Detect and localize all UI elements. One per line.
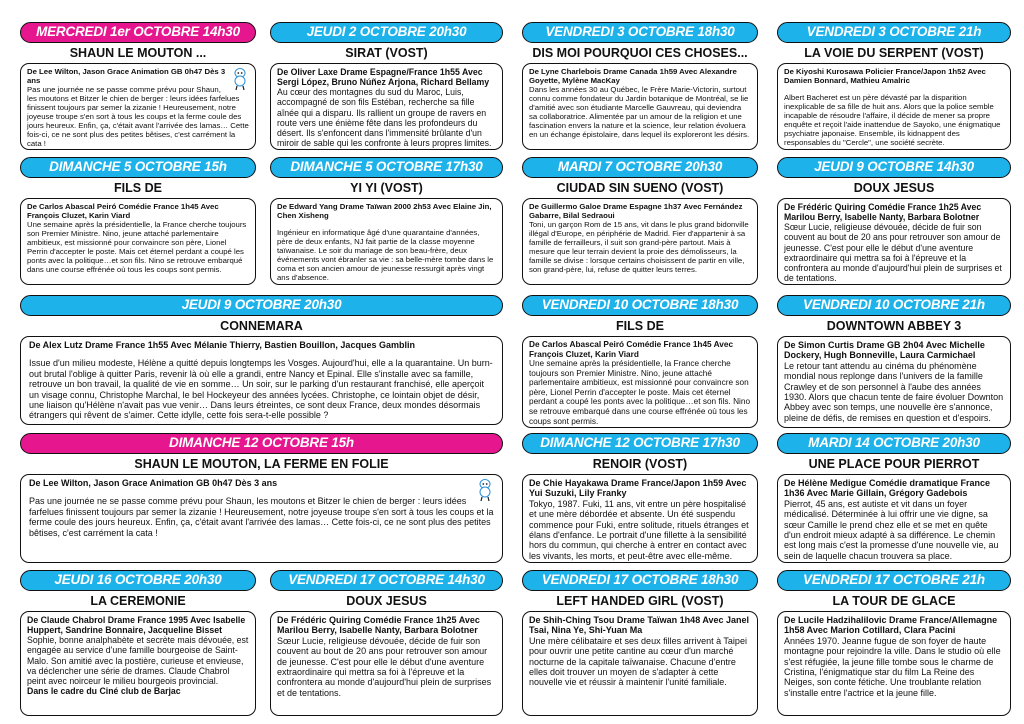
screening-date-banner: MARDI 14 OCTOBRE 20h30: [777, 433, 1011, 454]
film-details-box: [270, 63, 503, 150]
screening-date-banner: MERCREDI 1er OCTOBRE 14h30: [20, 22, 256, 43]
screening-block: [20, 570, 256, 716]
film-details-box: [20, 336, 503, 425]
film-details-box: [522, 198, 758, 285]
film-credits: De Oliver Laxe Drame Espagne/France 1h55 Avec Sergi López, Bruno Núñez Arjona, Richard Bellamy: [277, 67, 490, 88]
screening-date-banner: JEUDI 16 OCTOBRE 20h30: [20, 570, 256, 591]
film-credits: De Carlos Abascal Peiró Comédie France 1h45 Avec François Cluzet, Karin Viard: [27, 202, 219, 220]
film-synopsis: Une semaine après la présidentielle, la France cherche toujours son Premier Ministre. Nino, jeune attaché parlementaire ambitieux, est missionné pour convaincre son père, Lionel Perrin d'accepter le poste. Mais cet éternel perdant a coupé les ponts avec la politique…et son fils. Nino se retrouve embarqué dans une course effrénée où tous les coups sont permis.: [27, 220, 247, 274]
film-synopsis: Albert Bacheret est un père dévasté par la disparition inexplicable de sa fille de huit ans. Alors que la police semble incapable de résoudre l'affaire, il décide de mener sa propre enquête et reçoit l'aide inattendue de Sayoko, une énigmatique psychiatre japonaise. Ensemble, ils kidnappent des responsables du "Cercle", une société secrète.: [784, 93, 1001, 147]
screening-block: [522, 157, 758, 285]
screening-block: [777, 570, 1011, 716]
cine-club-note: Dans le cadre du Ciné club de Barjac: [27, 685, 181, 696]
screening-block: [777, 157, 1011, 285]
film-synopsis: Pas une journée ne se passe comme prévu pour Shaun, les moutons et Bitzer le chien de berger : leurs idées farfelues finissent toujours par semer la zizanie ! Heureusement, notre joyeuse troupe s'en sort à tous les coups et la ferme coule des jours heureux. Enfin, ça, c'était avant l'arrivée des lamas… Cette fois-ci, ce ne sont plus des petites bêtises, c'est carrément la cata !: [27, 85, 249, 148]
film-details-box: [522, 63, 758, 150]
screening-block: [20, 295, 503, 425]
screening-date-banner: VENDREDI 17 OCTOBRE 21h: [777, 570, 1011, 591]
film-synopsis: Une mère célibataire et ses deux filles arrivent à Taipei pour ouvrir une petite cantine au cœur d'un marché nocturne de la capitale taïwanaise. Chacune d'entre elles doit trouver un moyen de s'adapter à cette nouvelle vie et réussir à maintenir l'unité familiale.: [529, 635, 747, 688]
screening-date-banner: DIMANCHE 5 OCTOBRE 15h: [20, 157, 256, 178]
film-title: FILS DE: [616, 319, 664, 333]
film-details-box: [522, 474, 758, 563]
film-details-box: [270, 611, 503, 716]
screening-date-banner: MARDI 7 OCTOBRE 20h30: [522, 157, 758, 178]
spacer: [29, 350, 494, 358]
film-credits: De Lee Wilton, Jason Grace Animation GB 0h47 Dès 3 ans: [27, 67, 226, 85]
screening-block: [522, 433, 758, 563]
screening-date-banner: VENDREDI 17 OCTOBRE 18h30: [522, 570, 758, 591]
film-details-box: [522, 611, 758, 716]
film-credits: De Claude Chabrol Drame France 1995 Avec Isabelle Huppert, Sandrine Bonnaire, Jacqueline Bisset: [27, 615, 246, 636]
film-title: LA CEREMONIE: [90, 594, 186, 608]
film-synopsis: Années 1970. Jeanne fugue de son foyer de haute montagne pour rejoindre la ville. Dans le studio où elle s'est réfugiée, la jeune fille tombe sous le charme de Cristina, l'énigmatique star du film La Reine des Neiges, son conte fétiche. Une troublante relation s'installe entre l'actrice et la jeune fille.: [784, 635, 1001, 698]
spacer: [784, 85, 1004, 93]
film-details-box: [20, 198, 256, 285]
screening-block: [777, 433, 1011, 563]
film-credits: De Lyne Charlebois Drame Canada 1h59 Avec Alexandre Goyette, Mylène MacKay: [529, 67, 737, 85]
screening-block: [20, 157, 256, 285]
film-title: DOUX JESUS: [853, 181, 935, 195]
film-title: DOUX JESUS: [346, 594, 427, 608]
film-synopsis: Le retour tant attendu au cinéma du phénomène mondial nous replonge dans l'univers de la famille Crawley et de son personnel à l'aube des années 1930. Alors que chacun tente de faire évoluer Downton Abbey avec son temps, une nouvelle ère s'annonce, pleine de défis, de remises en question et d'espoirs.: [784, 360, 1004, 423]
film-credits: De Alex Lutz Drame France 1h55 Avec Mélanie Thierry, Bastien Bouillon, Jacques Gamblin: [29, 340, 415, 350]
screening-date-banner: VENDREDI 3 OCTOBRE 21h: [777, 22, 1011, 43]
film-details-box: [777, 198, 1011, 285]
film-title: CONNEMARA: [220, 319, 303, 333]
film-details-box: [270, 198, 503, 285]
film-credits: De Hélène Medigue Comédie dramatique France 1h36 Avec Marie Gillain, Grégory Gadebois: [784, 478, 991, 499]
screening-date-banner: VENDREDI 10 OCTOBRE 21h: [777, 295, 1011, 316]
film-credits: De Frédéric Quiring Comédie France 1h25 Avec Marilou Berry, Isabelle Nanty, Barbara Bolotner: [784, 202, 982, 223]
film-details-box: [20, 63, 256, 150]
screening-date-banner: DIMANCHE 12 OCTOBRE 15h: [20, 433, 503, 454]
screening-block: [522, 22, 758, 150]
film-title: UNE PLACE POUR PIERROT: [808, 457, 980, 471]
film-synopsis: Pas une journée ne se passe comme prévu pour Shaun, les moutons et Bitzer le chien de berger : leurs idées farfelues finissent toujours par semer la zizanie ! Heureusement, notre joyeuse troupe s'en sort à tous les coups et la ferme coule des jours heureux. Enfin, ça, c'était avant l'arrivée des lamas… Cette fois-ci, ce ne sont plus des petites bêtises, c'est carrément la cata !: [29, 496, 494, 538]
film-credits: De Kiyoshi Kurosawa Policier France/Japon 1h52 Avec Damien Bonnard, Mathieu Amalric: [784, 67, 986, 85]
film-synopsis: Sophie, bonne analphabète et secrète mais dévouée, est engagée au service d'une famille bourgeoise de Saint-Malo. Son amitié avec la postière, curieuse et envieuse, va déclencher une série de drames. Claude Chabrol peint avec noirceur le milieu bourgeois provincial.: [27, 635, 249, 686]
film-details-box: [20, 474, 503, 563]
screening-block: [522, 295, 758, 428]
film-details-box: [20, 611, 256, 716]
film-details-box: [777, 474, 1011, 563]
film-credits: De Simon Curtis Drame GB 2h04 Avec Michelle Dockery, Hugh Bonneville, Laura Carmichael: [784, 340, 985, 361]
film-synopsis: Une semaine après la présidentielle, la France cherche toujours son Premier Ministre. Nino, jeune attaché parlementaire ambitieux, est missionné pour convaincre son père, Lionel Perrin d'accepter le poste. Mais cet éternel perdant a coupé les ponts avec la politique…et son fils. Nino se retrouve embarqué dans une course effrénée où tous les coups sont permis.: [529, 359, 751, 426]
screening-date-banner: VENDREDI 3 OCTOBRE 18h30: [522, 22, 758, 43]
film-title: LEFT HANDED GIRL (VOST): [556, 594, 724, 608]
film-synopsis: Dans les années 30 au Québec, le Frère Marie-Victorin, surtout connu comme fondateur du Jardin botanique de Montréal, se lie d'amitié avec son étudiante Marcelle Gauvreau, qui deviendra sa collaboratrice. Alimentée par un amour de la religion et une fascination envers la nature et la science, leur relation évoluera en un échange épistolaire, dans lequel ils exploreront les désirs.: [529, 85, 750, 139]
film-synopsis: Sœur Lucie, religieuse dévouée, décide de fuir son couvent au bout de 20 ans pour retrouver son amour de jeunesse. C'est pour elle le début d'une aventure extraordinaire qui mettra sa foi à l'épreuve et la confrontera au monde d'aujourd'hui plein de surprises et de tentations.: [277, 635, 492, 698]
screening-date-banner: VENDREDI 17 OCTOBRE 14h30: [270, 570, 503, 591]
screening-block: [270, 570, 503, 716]
film-title: RENOIR (VOST): [592, 457, 688, 471]
film-synopsis: Au cœur des montagnes du sud du Maroc, Luis, accompagné de son fils Estéban, recherche sa fille aînée qui a disparu. Ils rallient un groupe de ravers en route vers une énième fête dans les profondeurs du désert. Ils s'enfoncent dans l'immensité brûlante d'un miroir de sable qui les confronte à leurs propres limites.: [277, 87, 492, 148]
screening-date-banner: JEUDI 9 OCTOBRE 14h30: [777, 157, 1011, 178]
film-title: SIRAT (VOST): [345, 46, 428, 60]
film-synopsis: Sœur Lucie, religieuse dévouée, décide de fuir son couvent au bout de 20 ans pour retrouver son amour de jeunesse. C'est pour elle le début d'une aventure extraordinaire qui mettra sa foi à l'épreuve et la confrontera au monde d'aujourd'hui plein de surprises et de tentations.: [784, 222, 1002, 283]
screening-block: [777, 295, 1011, 428]
film-credits: De Lee Wilton, Jason Grace Animation GB 0h47 Dès 3 ans: [29, 478, 278, 488]
film-synopsis: Issue d'un milieu modeste, Hélène a quitté depuis longtemps les Vosges. Aujourd'hui, elle a la quarantaine. Un burn-out brutal l'oblige à quitter Paris, revenir là où elle a grandi, entre Nancy et Epinal. Elle s'installe avec sa famille, retrouve un bon travail, la qualité de vie en somme… Un soir, sur le parking d'un restaurant franchisé, elle aperçoit un visage connu, Christophe Marchal, le bel Hockeyeur des années lycées. Christophe, ce lointain objet de désir, une liaison qu'Hélène n'avait pas vue venir… Dans leurs étreintes, ce sont deux France, deux mondes désormais étrangers qui rêvent de s'aimer. Cette idylle, cette fois sera-t-elle possible ?: [29, 358, 493, 421]
film-title: SHAUN LE MOUTON ...: [69, 46, 207, 60]
screening-block: [20, 433, 503, 563]
screening-block: [270, 22, 503, 150]
film-credits: De Frédéric Quiring Comédie France 1h25 Avec Marilou Berry, Isabelle Nanty, Barbara Bolotner: [277, 615, 480, 636]
film-credits: De Lucile Hadzihalilovic Drame France/Allemagne 1h58 Avec Marion Cotillard, Clara Pacini: [784, 615, 998, 636]
screening-date-banner: JEUDI 9 OCTOBRE 20h30: [20, 295, 503, 316]
spacer: [29, 488, 494, 496]
film-title: SHAUN LE MOUTON, LA FERME EN FOLIE: [134, 457, 389, 471]
film-title: DOWNTOWN ABBEY 3: [826, 319, 962, 333]
sheep-icon: [231, 67, 249, 91]
film-title: LA VOIE DU SERPENT (VOST): [804, 46, 984, 60]
screening-block: [20, 22, 256, 150]
film-credits: De Edward Yang Drame Taïwan 2000 2h53 Avec Elaine Jin, Chen Xisheng: [277, 202, 492, 220]
screening-block: [522, 570, 758, 716]
film-credits: De Carlos Abascal Peiró Comédie France 1h45 Avec François Cluzet, Karin Viard: [529, 340, 734, 359]
screening-date-banner: JEUDI 2 OCTOBRE 20h30: [270, 22, 503, 43]
sheep-icon: [476, 478, 494, 502]
screening-date-banner: DIMANCHE 5 OCTOBRE 17h30: [270, 157, 503, 178]
film-details-box: [777, 63, 1011, 150]
film-synopsis: Toni, un garçon Rom de 15 ans, vit dans le plus grand bidonville illégal d'Europe, en périphérie de Madrid. Fier d'appartenir à sa famille de ferrailleurs, il suit son grand-père partout. Mais à mesure que leur terrain devient la proie des démolisseurs, la famille se divise : lorsque certains choisissent de partir en ville, son grand-père, lui, refuse de quitter leurs terres.: [529, 220, 749, 274]
film-title: DIS MOI POURQUOI CES CHOSES...: [532, 46, 748, 60]
film-synopsis: Pierrot, 45 ans, est autiste et vit dans un foyer médicalisé. Déterminée à lui offrir une vie digne, sa sœur Camille le prend chez elle et se met en quête d'un endroit mieux adapté à sa différence. Le chemin est long mais c'est la promesse d'une nouvelle vie, au sein de laquelle chacun trouvera sa place.: [784, 498, 999, 561]
screening-date-banner: VENDREDI 10 OCTOBRE 18h30: [522, 295, 758, 316]
film-details-box: [777, 611, 1011, 716]
screening-block: [777, 22, 1011, 150]
film-details-box: [522, 336, 758, 428]
film-title: LA TOUR DE GLACE: [832, 594, 956, 608]
film-synopsis: Ingénieur en informatique âgé d'une quarantaine d'années, père de deux enfants, NJ fait partie de la classe moyenne taïwanaise. Le soir du mariage de son beau-frère, deux événements vont ébranler sa vie : sa belle-mère tombe dans le coma et son ancien amour de jeunesse ressurgit après vingt ans d'absence.: [277, 228, 494, 282]
film-credits: De Guillermo Galoe Drame Espagne 1h37 Avec Fernández Gabarre, Bilal Sedraoui: [529, 202, 743, 220]
screening-block: [270, 157, 503, 285]
film-details-box: [777, 336, 1011, 428]
film-title: YI YI (VOST): [350, 181, 423, 195]
film-credits: De Chie Hayakawa Drame France/Japon 1h59 Avec Yui Suzuki, Lily Franky: [529, 478, 747, 499]
film-title: CIUDAD SIN SUENO (VOST): [556, 181, 724, 195]
film-title: FILS DE: [114, 181, 162, 195]
film-synopsis: Tokyo, 1987. Fuki, 11 ans, vit entre un père hospitalisé et une mère débordée et absente. Un été suspendu commence pour Fuki, entre solitude, rituels étranges et élans d'enfance. Le portrait d'une fillette à la sensibilité hors du commun, qui cherche à entrer en contact avec les vivants, les morts, et peut-être avec elle-même.: [529, 498, 749, 561]
film-credits: De Shih-Ching Tsou Drame Taïwan 1h48 Avec Janel Tsai, Nina Ye, Shi-Yuan Ma: [529, 615, 750, 636]
screening-date-banner: DIMANCHE 12 OCTOBRE 17h30: [522, 433, 758, 454]
spacer: [277, 220, 496, 228]
